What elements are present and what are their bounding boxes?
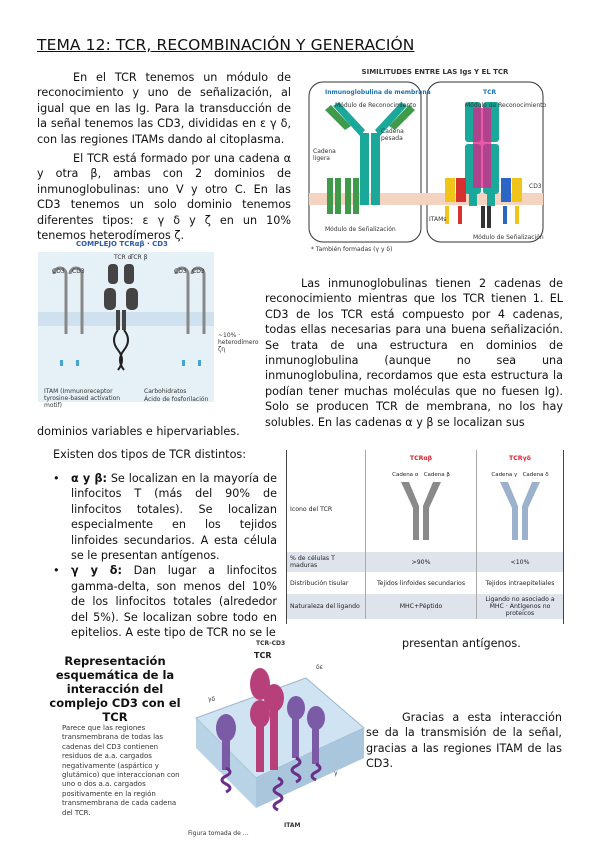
cell-dist-gd: Tejidos intraepiteliales: [485, 579, 555, 587]
paragraph-types-intro: Existen dos tipos de TCR distintos:: [53, 448, 247, 461]
paragraph-tcr-structure: El TCR está formado por una cadena α y otra β, ambas con 2 dominios de inmunoglobulinas: uno V y otro C. En las CD3 tenemos un solo dominio tenemos diferentes tipos: ε γ δ y ζ en un 10% tenemos heterodímeros ζ.: [37, 152, 291, 243]
cell-ligand-gd: Ligando no asociado a MHC · Antígenos no proteicos: [485, 596, 555, 617]
side-note: ~10% · heterodímero ζη: [218, 332, 259, 353]
page-title: TEMA 12: TCR, RECOMBINACIÓN Y GENERACIÓN: [37, 36, 415, 54]
itam-label: ITAMs: [429, 216, 447, 223]
figure-tcr-cd3-complex: [36, 240, 266, 412]
tcr-gd-icon: Cadena γ Cadena δ: [477, 466, 564, 552]
ig-header: Inmunoglobulina de membrana: [325, 89, 431, 96]
tcr-header: TCR: [483, 89, 497, 96]
cd3-label: CD3: [529, 183, 542, 190]
row-label-distribution: Distribución tisular: [287, 572, 366, 594]
paragraph-intro: En el TCR tenemos un módulo de reconocimiento y uno de señalización, al igual que en las Ig. Para la transducción de la señal tenemos las CD3, divididas en ε γ δ, con las regiones ITAMs dando al citoplasma.: [37, 71, 291, 146]
light-chain-label: Cadena ligera: [313, 148, 336, 162]
paragraph-signal-transmission: Gracias a esta interacción se da la transmisión de la señal, gracias a las regiones ITAM de las CD3.: [366, 711, 562, 771]
heavy-chain-label: Cadena pesada: [381, 128, 404, 142]
figure-title: COMPLEJO TCRαβ · CD3: [76, 240, 168, 248]
cell-dist-ab: Tejidos linfoides secundarios: [366, 572, 477, 594]
cd3-label-3: CD3: [174, 268, 187, 275]
col-header-ab: TCRαβ: [366, 450, 477, 466]
ig-module-label: Módulo de Reconocimiento: [335, 102, 417, 109]
tcr-ab-icon: Cadena α Cadena β: [366, 466, 477, 552]
cell-pct-gd: <10%: [510, 558, 530, 566]
label-gamma: γ: [334, 770, 338, 777]
list-item-alpha-beta: • α y β: Se localizan en la mayoría de linfocitos T (más del 90% de linfocitos totales). Se localizan especialmente en los tejidos linfoides secundarios. A esta célula se le presentan antígenos.: [53, 472, 277, 563]
list-item-gamma-delta: • γ y δ: Dan lugar a linfocitos gamma-delta, son menos del 10% de los linfocitos totales (alrededor del 5%). Se localizan sobre todo en epitelios. A este tipo de TCR no se le: [53, 564, 277, 640]
paragraph-ig-vs-tcr-end: dominios variables e hipervariables.: [37, 425, 240, 438]
tcr-types-list: [37, 471, 277, 640]
tcr-alpha-label: TCR α: [114, 254, 132, 261]
tcr-signal-label: Módulo de Señalización: [473, 234, 544, 241]
figure-tcr-cd3-interaction: [186, 640, 366, 840]
figure-ig-tcr-similarities: [305, 68, 565, 258]
cd3-label-4: CD3: [192, 268, 205, 275]
figure3-heading: Representación esquemática de la interacción del complejo CD3 con el TCR: [49, 654, 181, 724]
legend-carbs: Carbohidratos: [144, 388, 187, 395]
interaction-diagram: [186, 648, 366, 828]
tcr-ab-shape: [391, 478, 451, 544]
bullet2-continuation: presentan antígenos.: [402, 637, 521, 650]
figure-title: SIMILITUDES ENTRE LAS Igs Y EL TCR: [361, 68, 509, 76]
paragraph-ig-vs-tcr: Las inmunoglobulinas tienen 2 cadenas de reconocimiento mientras que los TCR tienen 1. EL CD3 de los TCR está compuesto por 4 cadenas, todas ellas necesarias para una buena señalización. Se trata de una estructura en dominios de inmunoglobulina (aunque no sea una inmunoglobulina, recordamos que esta estructura la podían tener muchas moléculas que no fuesen Ig). Solo se producen TCR de membrana, no los hay solubles. En las cadenas α y β se localizan sus: [265, 277, 563, 429]
tcr-module-label: Módulo de Reconocimiento: [465, 102, 547, 109]
diagram-title: TCR-CD3: [256, 640, 286, 647]
ig-signal-label: Módulo de Señalización: [325, 226, 396, 233]
tcr-beta-label: TCR β: [130, 254, 148, 261]
legend-itam: ITAM (Immunoreceptor tyrosine-based activation motif): [44, 388, 121, 409]
figure3-caption: Parece que las regiones transmembrana de todas las cadenas del CD3 contienen residuos de a.a. cargados negativamente (aspártico y glutámico) que interaccionan con uno o dos a.a. cargados positivamente en la región transmembrana de cada cadena del TCR.: [62, 724, 180, 817]
row-label-ligand: Naturaleza del ligando: [287, 594, 366, 619]
figure-footnote: * También formadas (γ y δ): [311, 246, 393, 253]
cd3-label-2: CD3: [72, 268, 85, 275]
cell-pct-ab: >90%: [366, 552, 477, 572]
cell-ligand-ab: MHC+Péptido: [366, 594, 477, 619]
label-itam: ITAM: [284, 822, 301, 829]
label-gd: γδ: [208, 696, 216, 703]
row-label-icon: Icono del TCR: [287, 466, 366, 552]
tcr-gd-shape: [490, 478, 550, 544]
tcr-comparison-table: [286, 450, 564, 624]
col-header-gd: TCRγδ: [509, 454, 531, 462]
cd3-label-1: CD3: [52, 268, 65, 275]
complex-diagram: [36, 250, 266, 410]
label-de: δε: [316, 664, 323, 671]
label-tcr: TCR: [254, 651, 272, 660]
row-label-pct: % de células T maduras: [287, 552, 366, 572]
legend-phospho: Ácido de fosforilación: [144, 396, 209, 403]
figure3-credit: Figura tomada de …: [188, 830, 249, 837]
